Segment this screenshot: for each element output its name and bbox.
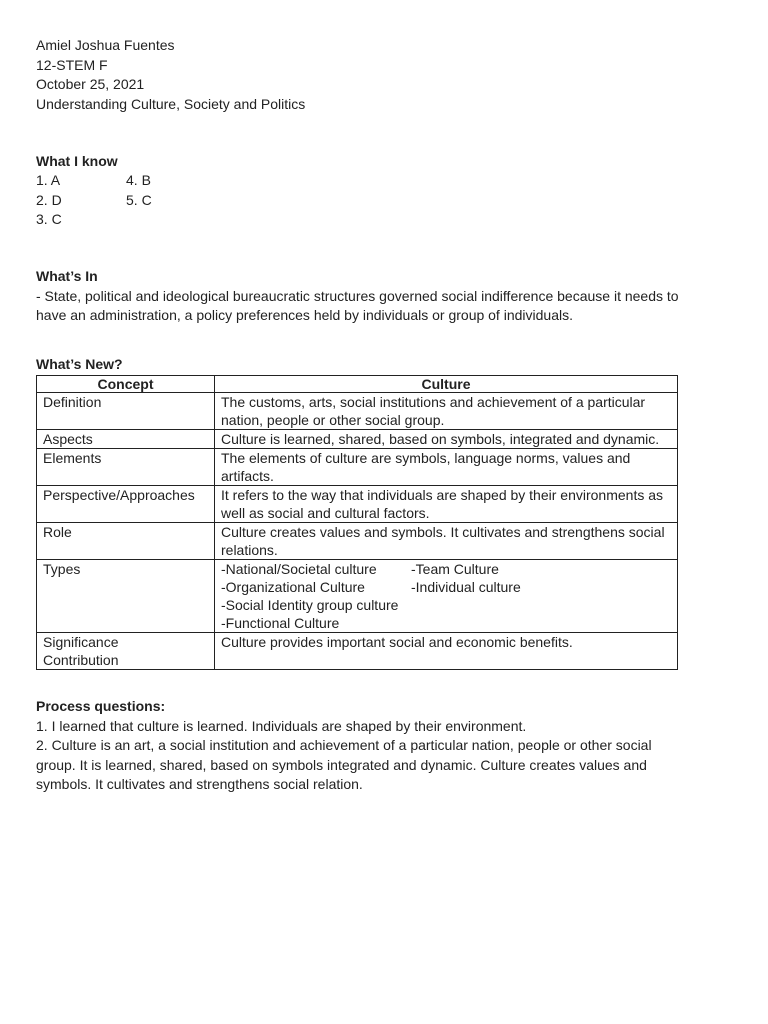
table-row: [37, 392, 678, 429]
concept-significance-label: Significance: [43, 633, 119, 650]
table-row: [37, 429, 678, 448]
what-i-know-answers: [36, 171, 696, 230]
table-header-concept: Concept: [37, 375, 215, 392]
culture-type-item: -Team Culture: [411, 560, 499, 577]
culture-cell: The elements of culture are symbols, language norms, values and artifacts.: [215, 448, 678, 485]
concept-cell: Elements: [37, 448, 215, 485]
answer-item: 4. B: [126, 172, 151, 188]
student-name: Amiel Joshua Fuentes: [36, 37, 175, 53]
concept-cell: Perspective/Approaches: [37, 485, 215, 522]
culture-types-cell: [215, 559, 678, 632]
whats-in-text: - State, political and ideological bureaucratic structures governed social indifference because it needs to have an administration, a policy preferences held by individuals or group of individuals.: [36, 287, 679, 323]
culture-cell: Culture creates values and symbols. It cultivates and strengthens social relations.: [215, 522, 678, 559]
culture-cell: It refers to the way that individuals are shaped by their environments as well as social and cultural factors.: [215, 485, 678, 522]
table-header-row: [37, 375, 678, 392]
concept-contribution-label: Contribution: [43, 651, 119, 668]
table-header-culture: Culture: [215, 375, 678, 392]
whats-in-heading: What’s In: [36, 268, 98, 284]
document-date: October 25, 2021: [36, 76, 145, 92]
culture-cell: The customs, arts, social institutions and achievement of a particular nation, people or other social group.: [215, 392, 678, 429]
culture-type-item: -National/Societal culture: [221, 560, 377, 577]
culture-type-item: -Social Identity group culture: [221, 596, 399, 613]
answer-item: 1. A: [36, 172, 61, 188]
answer-item: 5. C: [126, 191, 152, 208]
what-i-know-heading: What I know: [36, 152, 118, 169]
table-row: [37, 485, 678, 522]
concept-cell: Types: [37, 559, 215, 632]
culture-cell: Culture provides important social and economic benefits.: [215, 632, 678, 669]
whats-new-heading: What’s New?: [36, 356, 123, 372]
answer-item: 3. C: [36, 211, 62, 227]
process-answer-1: 1. I learned that culture is learned. Individuals are shaped by their environment.: [36, 717, 527, 734]
student-section: 12-STEM F: [36, 56, 108, 73]
process-questions-heading: Process questions:: [36, 698, 166, 714]
process-answer-2: 2. Culture is an art, a social institution and achievement of a particular nation, people or other social group. It is learned, shared, based on symbols integrated and dynamic. Culture creates values and symbols. It cultivates and strengthens social relation.: [36, 737, 652, 792]
subject-title: Understanding Culture, Society and Politics: [36, 95, 306, 112]
culture-cell: Culture is learned, shared, based on symbols, integrated and dynamic.: [215, 429, 678, 448]
table-row: [37, 448, 678, 485]
concept-cell: Aspects: [37, 429, 215, 448]
concept-cell: [37, 632, 215, 669]
table-row-types: [37, 559, 678, 632]
culture-type-item: -Functional Culture: [221, 614, 340, 631]
concept-cell: Role: [37, 522, 215, 559]
culture-type-item: -Organizational Culture: [221, 578, 365, 595]
table-row: [37, 522, 678, 559]
culture-type-item: -Individual culture: [411, 578, 521, 595]
answer-item: 2. D: [36, 191, 62, 208]
concept-culture-table: [36, 375, 678, 670]
concept-cell: Definition: [37, 392, 215, 429]
document-page: [36, 36, 696, 795]
table-row-significance: [37, 632, 678, 669]
